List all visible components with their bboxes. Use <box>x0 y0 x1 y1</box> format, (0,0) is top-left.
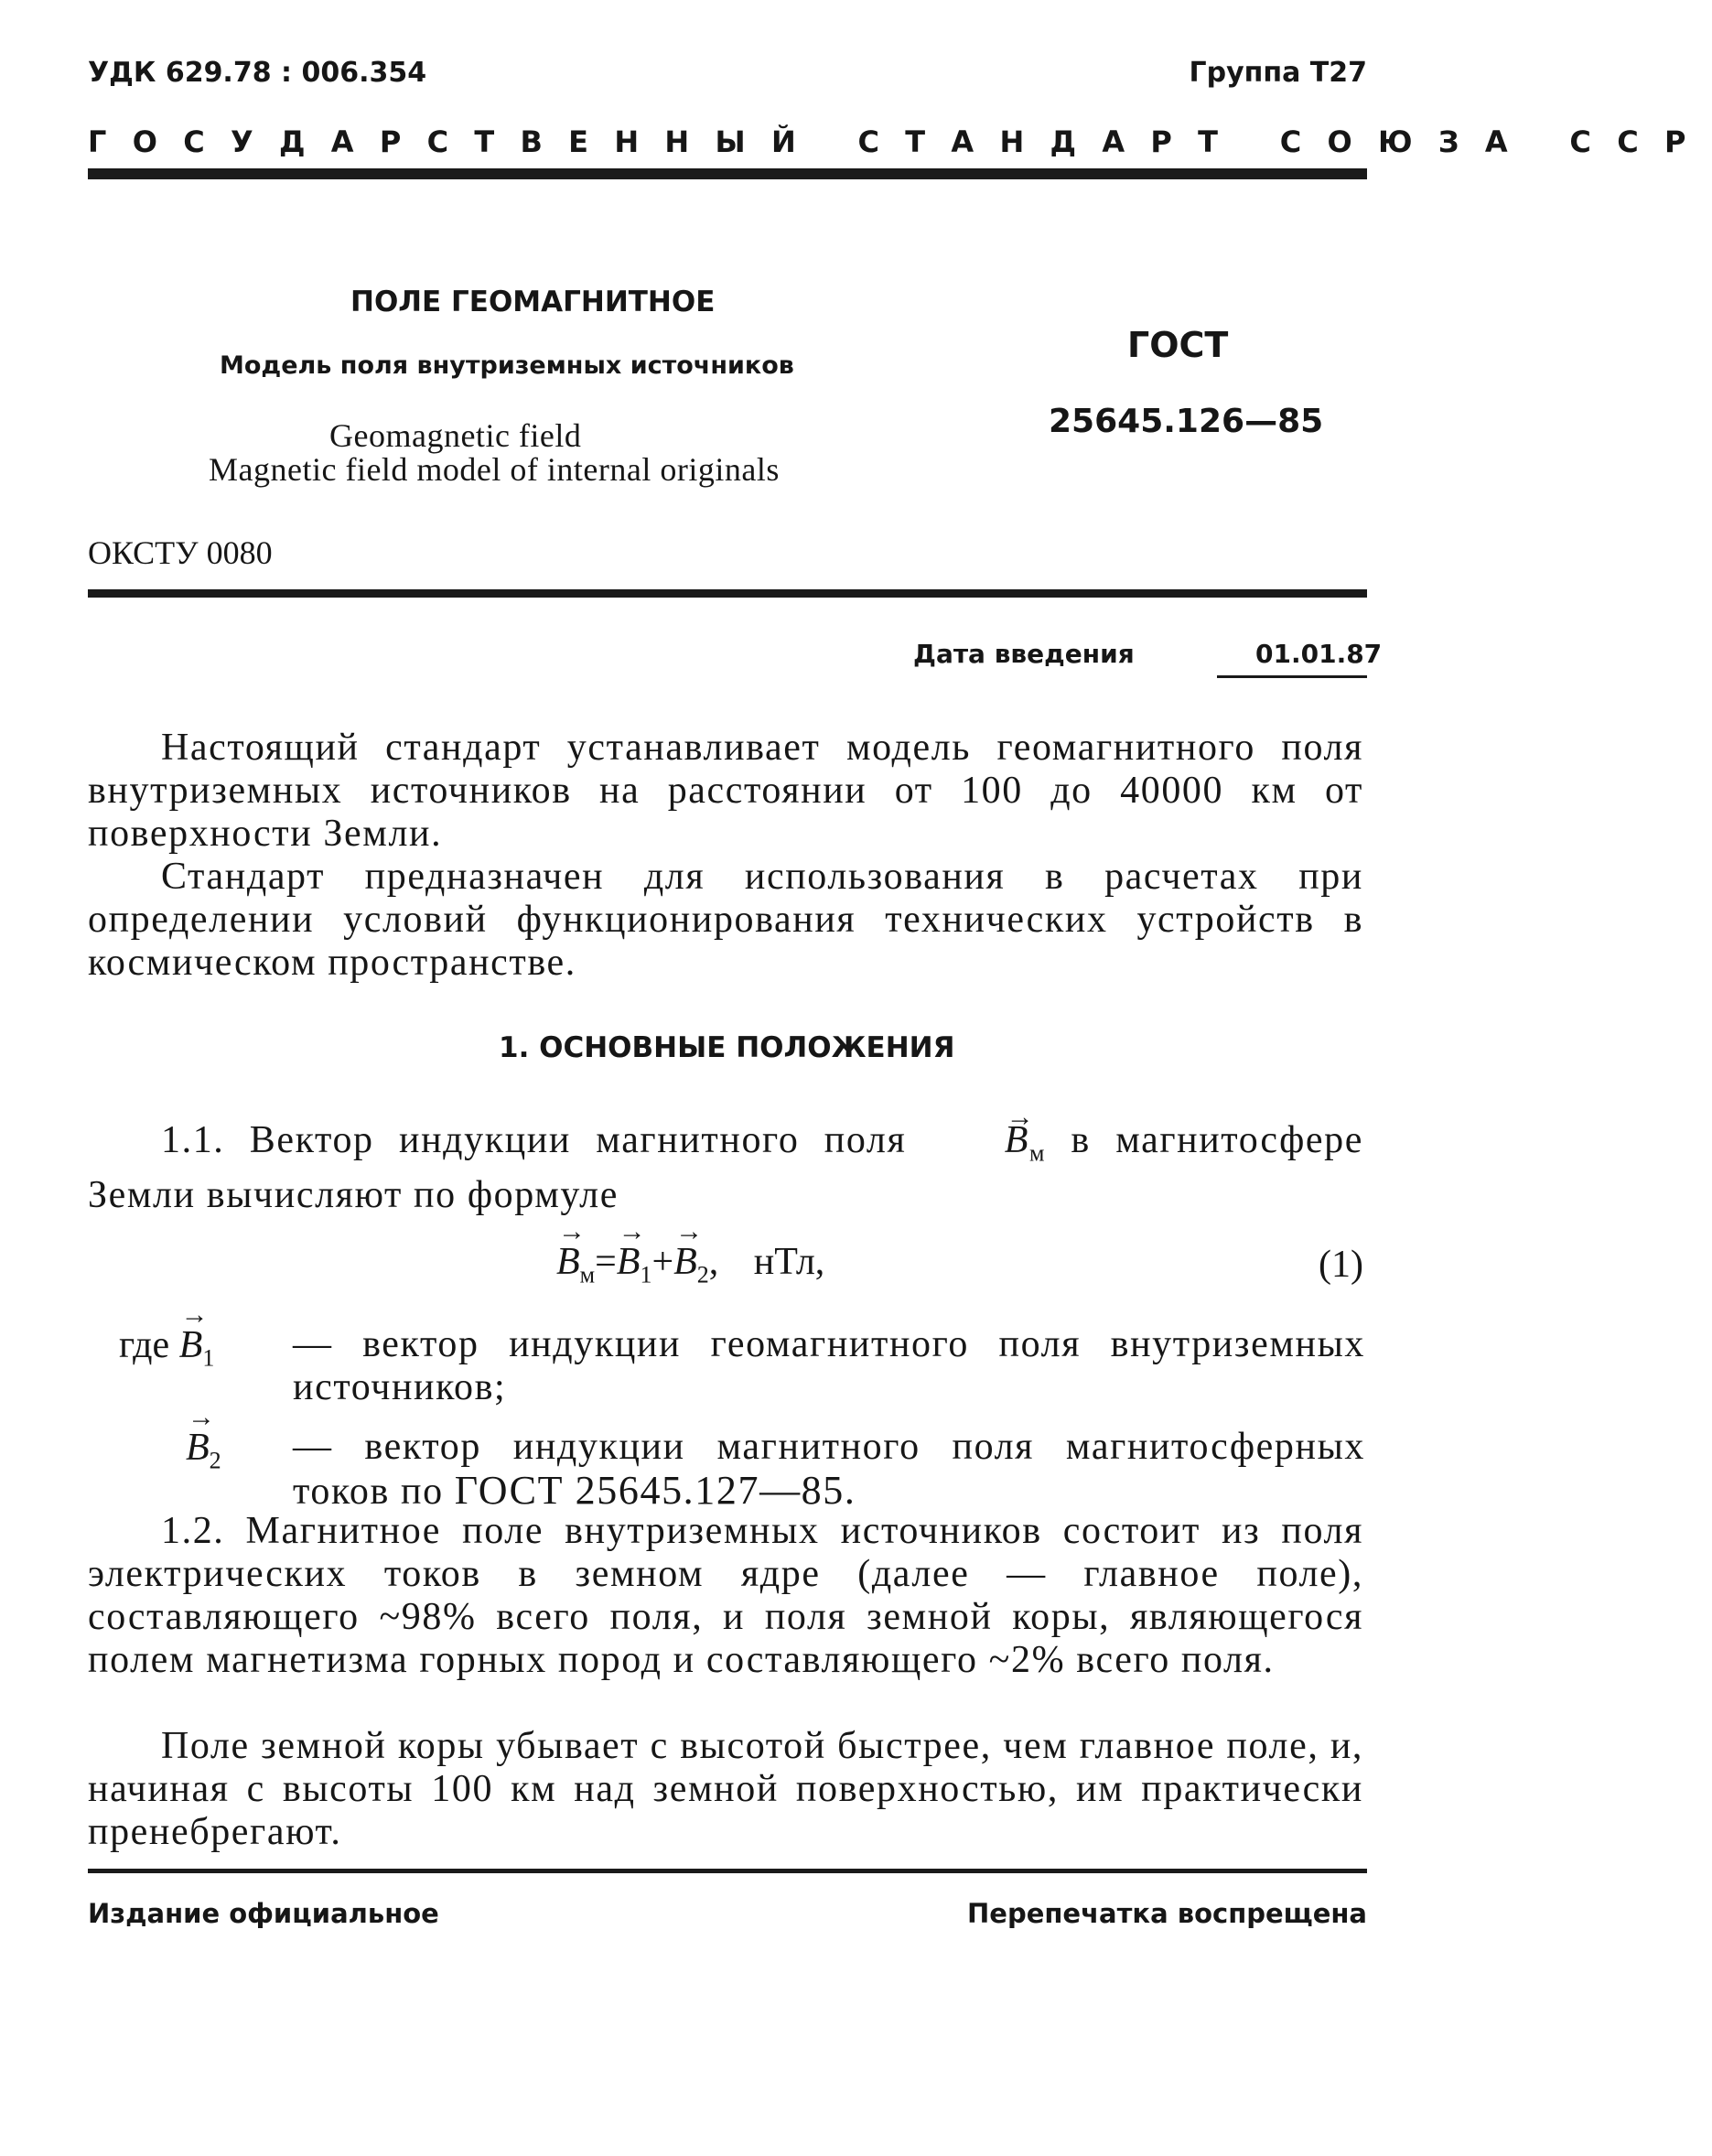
definition-b1: — вектор индукции геомагнитного поля внутриземных источников; <box>293 1323 1365 1408</box>
section-heading: 1. ОСНОВНЫЕ ПОЛОЖЕНИЯ <box>499 1031 955 1064</box>
document-subtitle: Модель поля внутриземных источников <box>220 351 794 380</box>
formula-b-m-symbol: B <box>556 1241 580 1283</box>
footer-rule <box>88 1869 1367 1873</box>
definition-b2-text: — вектор индукции магнитного поля магнитосферных токов по <box>293 1426 1365 1513</box>
paragraph-1-1 <box>88 1119 1363 1217</box>
udk-code: УДК 629.78 : 006.354 <box>88 57 427 89</box>
formula-b-2-subscript: 2 <box>696 1261 709 1288</box>
formula-b-2-symbol: B <box>673 1241 697 1283</box>
paragraph-1-2: 1.2. Магнитное поле внутриземных источников состоит из поля электрических токов в земном ядре (далее — главное поле), составляющего ~98% всего поля, и поля земной коры, являющегося полем магнетизма горных пород и составляющего ~2% всего поля. <box>88 1510 1363 1681</box>
def-b-1-subscript: 1 <box>202 1344 215 1372</box>
def-b-1-symbol: B <box>178 1324 203 1366</box>
vector-b-m-subscript: м <box>1029 1139 1047 1167</box>
document-title: ПОЛЕ ГЕОМАГНИТНОЕ <box>350 286 716 318</box>
where-word: где <box>119 1324 170 1366</box>
formula-b-m-subscript: м <box>579 1261 596 1288</box>
intro-paragraph-1: Настоящий стандарт устанавливает модель геомагнитного поля внутриземных источников на расстоянии от 100 до 40000 км от поверхности Земли. <box>88 727 1363 855</box>
definition-b2 <box>293 1426 1365 1514</box>
paragraph-1-3: Поле земной коры убывает с высотой быстрее, чем главное поле, и, начиная с высоты 100 км над земной поверхностью, им практически пренебрегают. <box>88 1725 1363 1853</box>
vector-b-m-symbol: B <box>1004 1119 1029 1161</box>
formula-1 <box>556 1240 824 1288</box>
header-rule <box>88 168 1367 179</box>
definition-b2-reference: ГОСТ 25645.127—85. <box>454 1468 856 1513</box>
footer-reprint: Перепечатка воспрещена <box>967 1898 1367 1929</box>
formula-plus: + <box>651 1241 674 1283</box>
vector-b-m <box>931 1119 1046 1174</box>
gost-number: 25645.126—85 <box>1049 403 1324 440</box>
formula-equals: = <box>595 1241 617 1283</box>
formula-comma: , <box>708 1241 719 1283</box>
group-code: Группа Т27 <box>1189 57 1367 89</box>
def-vector-b-2 <box>186 1426 221 1474</box>
intro-paragraph-2: Стандарт предназначен для использования в расчетах при определении условий функционирования технических устройств в космическом пространстве. <box>88 856 1363 984</box>
def-b-2-symbol: B <box>186 1427 210 1469</box>
intro-date-value: 01.01.87 <box>1255 639 1383 669</box>
def-b-2-subscript: 2 <box>209 1447 221 1474</box>
english-subtitle: Magnetic field model of internal originals <box>209 451 780 488</box>
formula-vector-b-1 <box>617 1240 652 1288</box>
def-b2-symbol-wrap <box>186 1426 221 1474</box>
state-standard-banner: ГОСУДАРСТВЕННЫЙ СТАНДАРТ СОЮЗА ССР <box>88 124 1712 159</box>
english-title: Geomagnetic field <box>329 417 582 454</box>
okstu-code: ОКСТУ 0080 <box>88 534 273 571</box>
gost-label: ГОСТ <box>1127 325 1229 365</box>
formula-unit: нТл, <box>753 1241 825 1283</box>
intro-date-underline <box>1217 675 1367 678</box>
formula-b-1-symbol: B <box>616 1241 641 1283</box>
title-rule <box>88 589 1367 598</box>
footer-official: Издание официальное <box>88 1898 439 1929</box>
def-vector-b-1 <box>179 1323 215 1372</box>
formula-b-1-subscript: 1 <box>640 1261 652 1288</box>
where-label <box>119 1323 214 1372</box>
formula-vector-b-m <box>556 1240 595 1288</box>
formula-number: (1) <box>1319 1244 1363 1286</box>
paragraph-1-1-start: 1.1. Вектор индукции магнитного поля <box>161 1119 907 1161</box>
formula-vector-b-2 <box>673 1240 709 1288</box>
intro-date-label: Дата введения <box>913 639 1135 669</box>
paragraph-1-1-end: в магнитосфере Земли вычисляют по формуле <box>88 1119 1364 1217</box>
